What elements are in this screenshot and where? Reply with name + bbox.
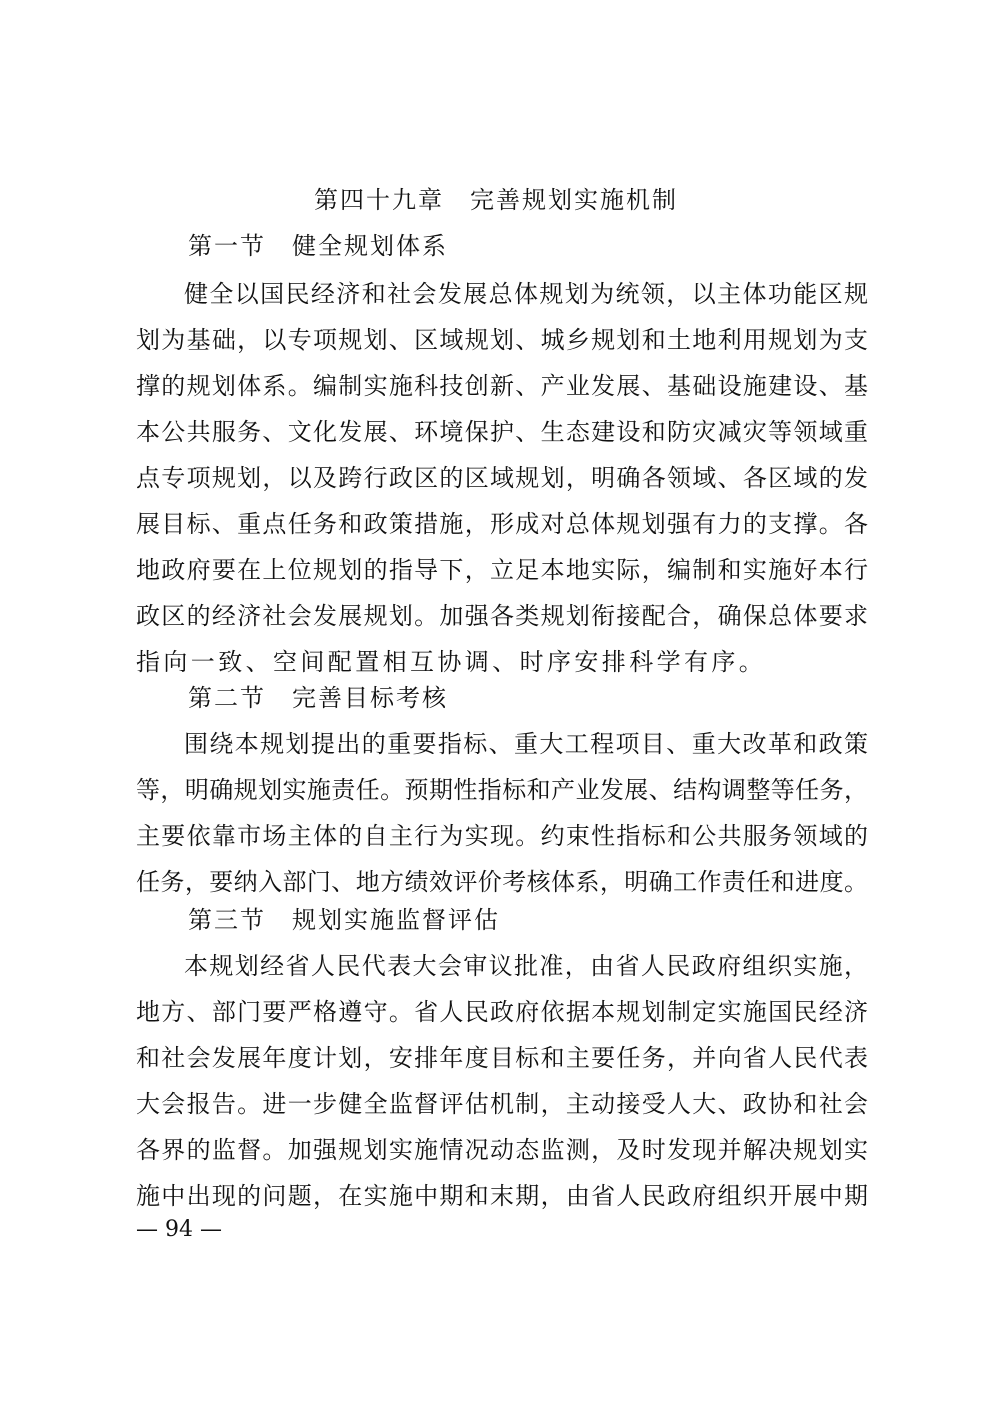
paragraph-line: 本规划经省人民代表大会审议批准，由省人民政府组织实施，	[184, 952, 868, 980]
paragraph-line: 指向一致、空间配置相互协调、时序安排科学有序。	[136, 648, 767, 676]
paragraph-line: 主要依靠市场主体的自主行为实现。约束性指标和公共服务领域的	[136, 822, 868, 850]
paragraph-line: 围绕本规划提出的重要指标、重大工程项目、重大改革和政策	[184, 730, 868, 758]
paragraph-line: 和社会发展年度计划，安排年度目标和主要任务，并向省人民代表	[136, 1044, 868, 1072]
paragraph-line: 等，明确规划实施责任。预期性指标和产业发展、结构调整等任务，	[136, 776, 868, 804]
paragraph-line: 地方、部门要严格遵守。省人民政府依据本规划制定实施国民经济	[136, 998, 868, 1026]
section-heading-2: 第二节 完善目标考核	[188, 684, 448, 712]
paragraph-line: 施中出现的问题，在实施中期和末期，由省人民政府组织开展中期	[136, 1182, 868, 1210]
chapter-title: 第四十九章 完善规划实施机制	[314, 186, 678, 214]
paragraph-line: 大会报告。进一步健全监督评估机制，主动接受人大、政协和社会	[136, 1090, 868, 1118]
paragraph-line: 本公共服务、文化发展、环境保护、生态建设和防灾减灾等领域重	[136, 418, 868, 446]
paragraph-line: 撑的规划体系。编制实施科技创新、产业发展、基础设施建设、基	[136, 372, 868, 400]
paragraph-line: 划为基础，以专项规划、区域规划、城乡规划和土地利用规划为支	[136, 326, 868, 354]
paragraph-line: 点专项规划，以及跨行政区的区域规划，明确各领域、各区域的发	[136, 464, 868, 492]
section-heading-1: 第一节 健全规划体系	[188, 232, 448, 260]
paragraph-line: 任务，要纳入部门、地方绩效评价考核体系，明确工作责任和进度。	[136, 868, 868, 896]
paragraph-line: 政区的经济社会发展规划。加强各类规划衔接配合，确保总体要求	[136, 602, 868, 630]
section-heading-3: 第三节 规划实施监督评估	[188, 906, 500, 934]
paragraph-line: 健全以国民经济和社会发展总体规划为统领，以主体功能区规	[184, 280, 868, 308]
page-number: — 94 —	[136, 1217, 222, 1242]
paragraph-line: 地政府要在上位规划的指导下，立足本地实际，编制和实施好本行	[136, 556, 868, 584]
paragraph-line: 展目标、重点任务和政策措施，形成对总体规划强有力的支撑。各	[136, 510, 868, 538]
paragraph-line: 各界的监督。加强规划实施情况动态监测，及时发现并解决规划实	[136, 1136, 868, 1164]
